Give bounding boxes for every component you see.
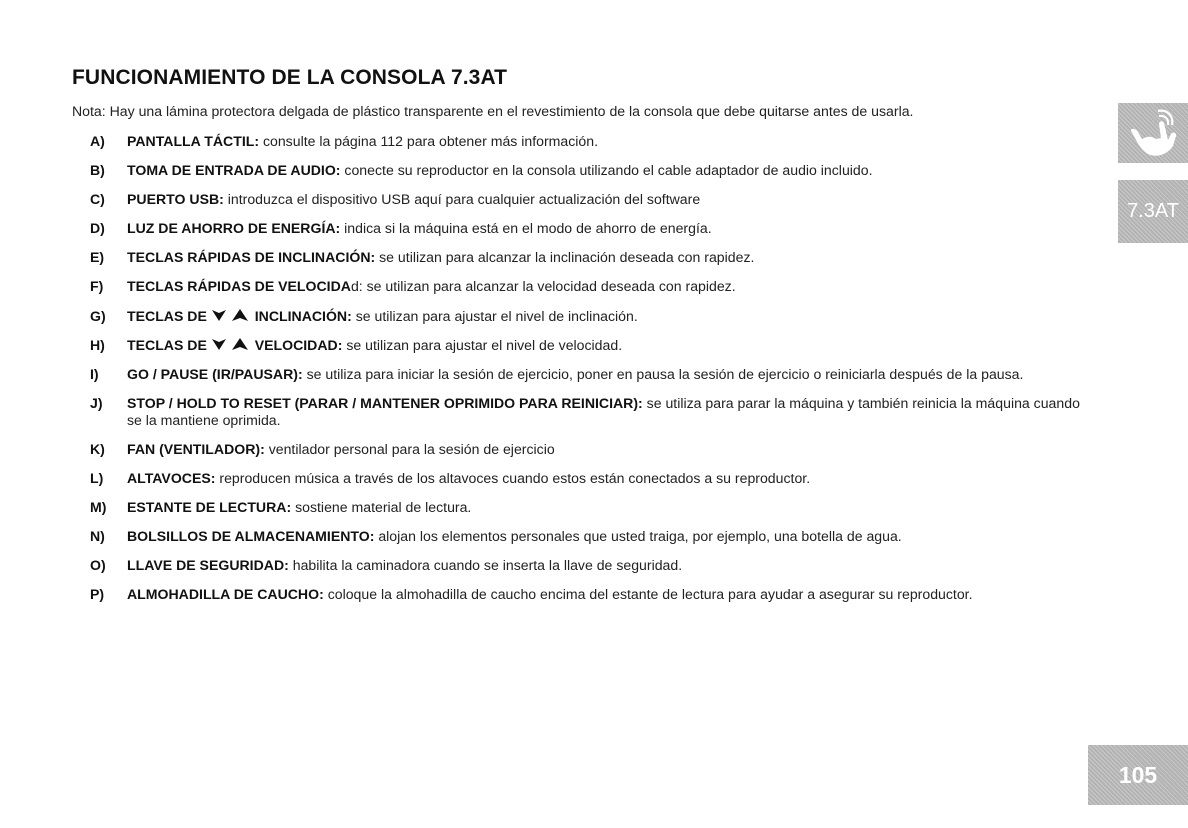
- item-letter: P): [90, 586, 105, 603]
- list-item-o: [90, 557, 1090, 574]
- item-key: TECLAS RÁPIDAS DE INCLINACIÓN:: [127, 249, 376, 266]
- item-key: STOP / HOLD TO RESET (PARAR / MANTENER OPRIMIDO PARA REINICIAR):: [127, 394, 643, 411]
- item-key: GO / PAUSE (IR/PAUSAR):: [127, 365, 303, 382]
- item-letter: C): [90, 191, 105, 208]
- item-letter: N): [90, 528, 105, 545]
- list-item-n: [90, 528, 1090, 545]
- item-description: consulte la página 112 para obtener más información.: [259, 133, 599, 149]
- down-up-arrows-icon: [211, 337, 249, 351]
- list-item-j: [90, 395, 1090, 429]
- item-letter: A): [90, 133, 105, 149]
- item-key-suffix: INCLINACIÓN:: [254, 307, 352, 324]
- item-description: ventilador personal para la sesión de ejercicio: [264, 440, 555, 457]
- item-letter: F): [90, 278, 104, 295]
- item-key: ESTANTE DE LECTURA:: [127, 499, 292, 516]
- item-key: ALMOHADILLA DE CAUCHO:: [127, 586, 324, 603]
- item-letter: L): [90, 470, 104, 487]
- item-description: conecte su reproductor en la consola utilizando el cable adaptador de audio incluido.: [340, 162, 873, 179]
- item-letter: I): [90, 365, 99, 382]
- item-letter: G): [90, 307, 106, 324]
- section-tab-model: [1118, 180, 1188, 243]
- item-letter: B): [90, 162, 105, 179]
- page-number: 105: [1118, 762, 1158, 788]
- item-description: reproducen música a través de los altavoces cuando estos están conectados a su reproductor.: [215, 470, 811, 487]
- down-up-arrows-icon: [211, 308, 249, 322]
- item-description: alojan los elementos personales que usted traiga, por ejemplo, una botella de agua.: [374, 528, 902, 545]
- hand-touch-icon: [1118, 103, 1188, 163]
- item-description: se utilizan para ajustar el nivel de inclinación.: [351, 307, 638, 324]
- item-letter: J): [90, 394, 103, 411]
- item-description: d: se utilizan para alcanzar la velocidad deseada con rapidez.: [350, 278, 736, 295]
- item-key: TECLAS RÁPIDAS DE VELOCIDA: [127, 278, 351, 295]
- item-letter: E): [90, 249, 105, 266]
- list-item-m: [90, 499, 1090, 516]
- list-item-h: [90, 337, 1090, 354]
- up-arrow-icon: [232, 338, 248, 350]
- item-key: LUZ DE AHORRO DE ENERGÍA:: [127, 220, 341, 237]
- section-tab-operation: [1118, 103, 1188, 163]
- list-item-f: [90, 278, 1090, 295]
- list-item-g: [90, 308, 1090, 325]
- list-item-a: [90, 133, 1090, 150]
- list-item-b: [90, 162, 1090, 179]
- item-description: se utilizan para ajustar el nivel de velocidad.: [342, 336, 623, 353]
- list-item-p: [90, 586, 1090, 603]
- item-key: TOMA DE ENTRADA DE AUDIO:: [127, 162, 341, 179]
- item-key: PANTALLA TÁCTIL:: [127, 133, 260, 149]
- list-item-e: [90, 249, 1090, 266]
- item-description: se utiliza para iniciar la sesión de ejercicio, poner en pausa la sesión de ejercicio o reiniciarla después de la pausa.: [302, 365, 1024, 382]
- model-label: 7.3AT: [1127, 200, 1179, 222]
- page-number-tab: [1088, 745, 1188, 805]
- down-arrow-icon: [212, 339, 226, 350]
- console-parts-list: [90, 133, 1090, 616]
- item-description: habilita la caminadora cuando se inserta la llave de seguridad.: [288, 557, 683, 574]
- list-item-i: [90, 366, 1090, 383]
- down-arrow-icon: [212, 310, 226, 321]
- up-arrow-icon: [232, 309, 248, 321]
- item-description: se utiliza para parar la máquina y también reinicia la máquina cuando se la mantiene oprimida.: [127, 394, 1080, 428]
- item-letter: M): [90, 499, 107, 516]
- item-key-suffix: VELOCIDAD:: [254, 336, 343, 353]
- item-key-prefix: TECLAS DE: [127, 307, 207, 324]
- item-key: BOLSILLOS DE ALMACENAMIENTO:: [127, 528, 375, 545]
- item-key: LLAVE DE SEGURIDAD:: [127, 557, 289, 574]
- item-description: coloque la almohadilla de caucho encima del estante de lectura para ayudar a asegurar su reproductor.: [323, 586, 973, 603]
- list-item-k: [90, 441, 1090, 458]
- page-title: FUNCIONAMIENTO DE LA CONSOLA 7.3AT: [72, 66, 508, 89]
- item-letter: D): [90, 220, 105, 237]
- item-key: FAN (VENTILADOR):: [127, 440, 265, 457]
- item-letter: H): [90, 336, 105, 353]
- list-item-d: [90, 220, 1090, 237]
- item-description: se utilizan para alcanzar la inclinación deseada con rapidez.: [375, 249, 755, 266]
- protective-film-note: Nota: Hay una lámina protectora delgada de plástico transparente en el revestimiento de la consola que debe quitarse antes de usarla.: [72, 103, 914, 119]
- item-letter: O): [90, 557, 106, 574]
- item-key: PUERTO USB:: [127, 191, 224, 208]
- item-key: ALTAVOCES:: [127, 470, 216, 487]
- item-letter: K): [90, 440, 105, 457]
- item-description: indica si la máquina está en el modo de ahorro de energía.: [340, 220, 712, 237]
- item-key-prefix: TECLAS DE: [127, 336, 207, 353]
- list-item-l: [90, 470, 1090, 487]
- item-description: sostiene material de lectura.: [291, 499, 472, 516]
- list-item-c: [90, 191, 1090, 208]
- item-description: introduzca el dispositivo USB aquí para cualquier actualización del software: [223, 191, 701, 208]
